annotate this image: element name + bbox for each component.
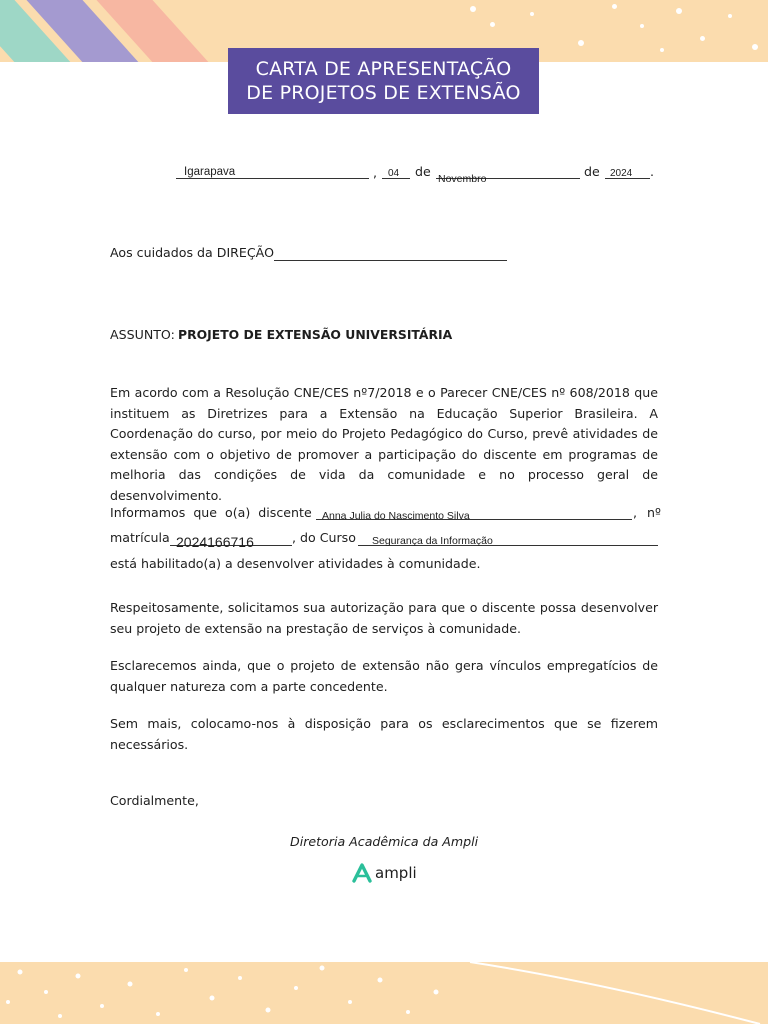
student-closing: está habilitado(a) a desenvolver atividades à comunidade.: [110, 556, 481, 571]
course-label: , do Curso: [292, 530, 356, 545]
ampli-logo-icon: [352, 863, 372, 883]
ampli-logo: [352, 863, 417, 883]
header-dot: [470, 6, 476, 12]
date-de-2: de: [584, 164, 600, 179]
header-dot: [728, 14, 732, 18]
attention-label: Aos cuidados da DIREÇÃO: [110, 245, 274, 260]
header-dot: [700, 36, 705, 41]
day-value: 04: [388, 168, 400, 179]
header-dot: [640, 24, 644, 28]
matricula-value: 2024166716: [176, 534, 254, 550]
date-comma: ,: [373, 165, 378, 180]
document-title-line-1: CARTA DE APRESENTAÇÃO: [255, 58, 512, 80]
year-value: 2024: [610, 168, 633, 179]
header-dot: [578, 40, 584, 46]
month-value: Novembro: [438, 173, 487, 185]
closing-salutation: Cordialmente,: [110, 793, 199, 808]
header-dot: [530, 12, 534, 16]
subject-value: PROJETO DE EXTENSÃO UNIVERSITÁRIA: [178, 327, 453, 342]
header-dot: [612, 4, 617, 9]
signature: Diretoria Acadêmica da Ampli: [290, 834, 479, 849]
footer-decoration: [0, 962, 768, 1024]
attention-underline: [274, 247, 507, 261]
header-dot: [660, 48, 664, 52]
footer-band: [0, 962, 768, 1024]
student-intro: Informamos que o(a) discente: [110, 505, 312, 520]
document-title-box: [228, 48, 539, 114]
header-dot: [676, 8, 682, 14]
city-value: Igarapava: [184, 166, 236, 178]
header-dot: [490, 22, 495, 27]
header-dot: [752, 44, 758, 50]
course-value: Segurança da Informação: [372, 535, 493, 547]
paragraph-no-employment: Esclarecemos ainda, que o projeto de extensão não gera vínculos empregatícios de qualquer natureza com a parte concedente.: [110, 658, 658, 694]
date-de-1: de: [415, 164, 431, 179]
paragraph-disposition: Sem mais, colocamo-nos à disposição para os esclarecimentos que se fizerem necessários.: [110, 716, 658, 752]
student-name-value: Anna Julia do Nascimento Silva: [322, 510, 470, 522]
student-number-label: , nº: [633, 505, 661, 520]
date-period: .: [650, 164, 655, 179]
paragraph-authorization: Respeitosamente, solicitamos sua autorização para que o discente possa desenvolver seu projeto de extensão na prestação de serviços à comunidade.: [110, 600, 658, 636]
subject-label: ASSUNTO:: [110, 327, 175, 342]
paragraph-resolution: Em acordo com a Resolução CNE/CES nº7/2018 e o Parecer CNE/CES nº 608/2018 que instituem as Diretrizes para a Extensão na Educação Superior Brasileira. A Coordenação do curso, por meio do Projeto Pedagógico do Curso, prevê atividades de extensão com o objetivo de promover a participação do discente em programas de melhoria das condições de vida da comunidade e no processo geral de desenvolvimento.: [110, 385, 658, 503]
ampli-logo-text: ampli: [375, 864, 417, 882]
document-title-line-2: DE PROJETOS DE EXTENSÃO: [246, 82, 521, 104]
matricula-label: matrícula: [110, 530, 170, 545]
